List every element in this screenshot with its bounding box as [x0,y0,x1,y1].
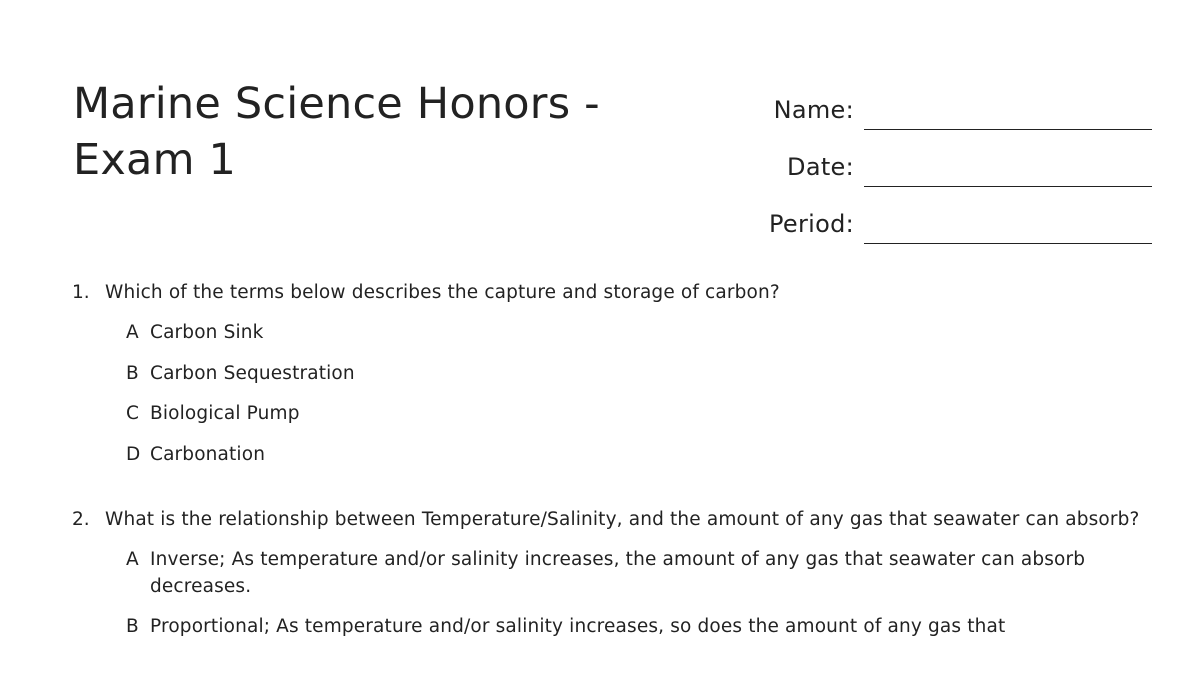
answer-option-d[interactable] [126,441,1152,468]
student-info-fields [700,74,1152,245]
name-field [700,74,1152,131]
question-number: 1. [72,282,90,303]
option-letter: B [126,362,139,384]
option-text: Carbon Sink [150,322,264,343]
question-text: What is the relationship between Temperature/Salinity, and the amount of any gas that seawater can absorb? [105,508,1140,530]
period-label: Period: [768,210,854,238]
option-text: Carbonation [150,443,266,465]
option-text: Biological Pump [150,403,300,424]
question-1 [72,279,1152,468]
name-blank-line[interactable] [864,129,1152,130]
date-label: Date: [787,153,854,181]
option-letter: B [126,616,139,637]
option-letter: A [126,548,139,570]
option-letter: C [126,403,139,424]
answer-option-a[interactable] [126,546,1152,600]
answer-options [72,546,1152,641]
option-text: Carbon Sequestration [150,362,355,384]
answer-option-b[interactable] [126,360,1152,387]
period-blank-line[interactable] [864,243,1152,244]
name-label: Name: [773,96,854,124]
question-2 [72,506,1152,641]
date-field [700,131,1152,188]
date-blank-line[interactable] [864,186,1152,187]
question-number: 2. [72,508,90,530]
question-stem [72,279,1152,306]
answer-option-b[interactable] [126,613,1152,640]
answer-options [72,319,1152,468]
answer-option-c[interactable] [126,400,1152,427]
option-text: Inverse; As temperature and/or salinity increases, the amount of any gas that seawater can absorb decreases. [150,548,1086,597]
option-letter: D [126,443,141,465]
exam-title: Marine Science Honors - Exam 1 [73,79,600,185]
option-letter: A [126,322,139,343]
option-text: Proportional; As temperature and/or salinity increases, so does the amount of any gas that [150,616,1006,637]
question-list [72,279,1152,675]
answer-option-a[interactable] [126,319,1152,346]
question-text: Which of the terms below describes the capture and storage of carbon? [105,282,780,303]
question-stem [72,506,1152,533]
period-field [700,188,1152,245]
